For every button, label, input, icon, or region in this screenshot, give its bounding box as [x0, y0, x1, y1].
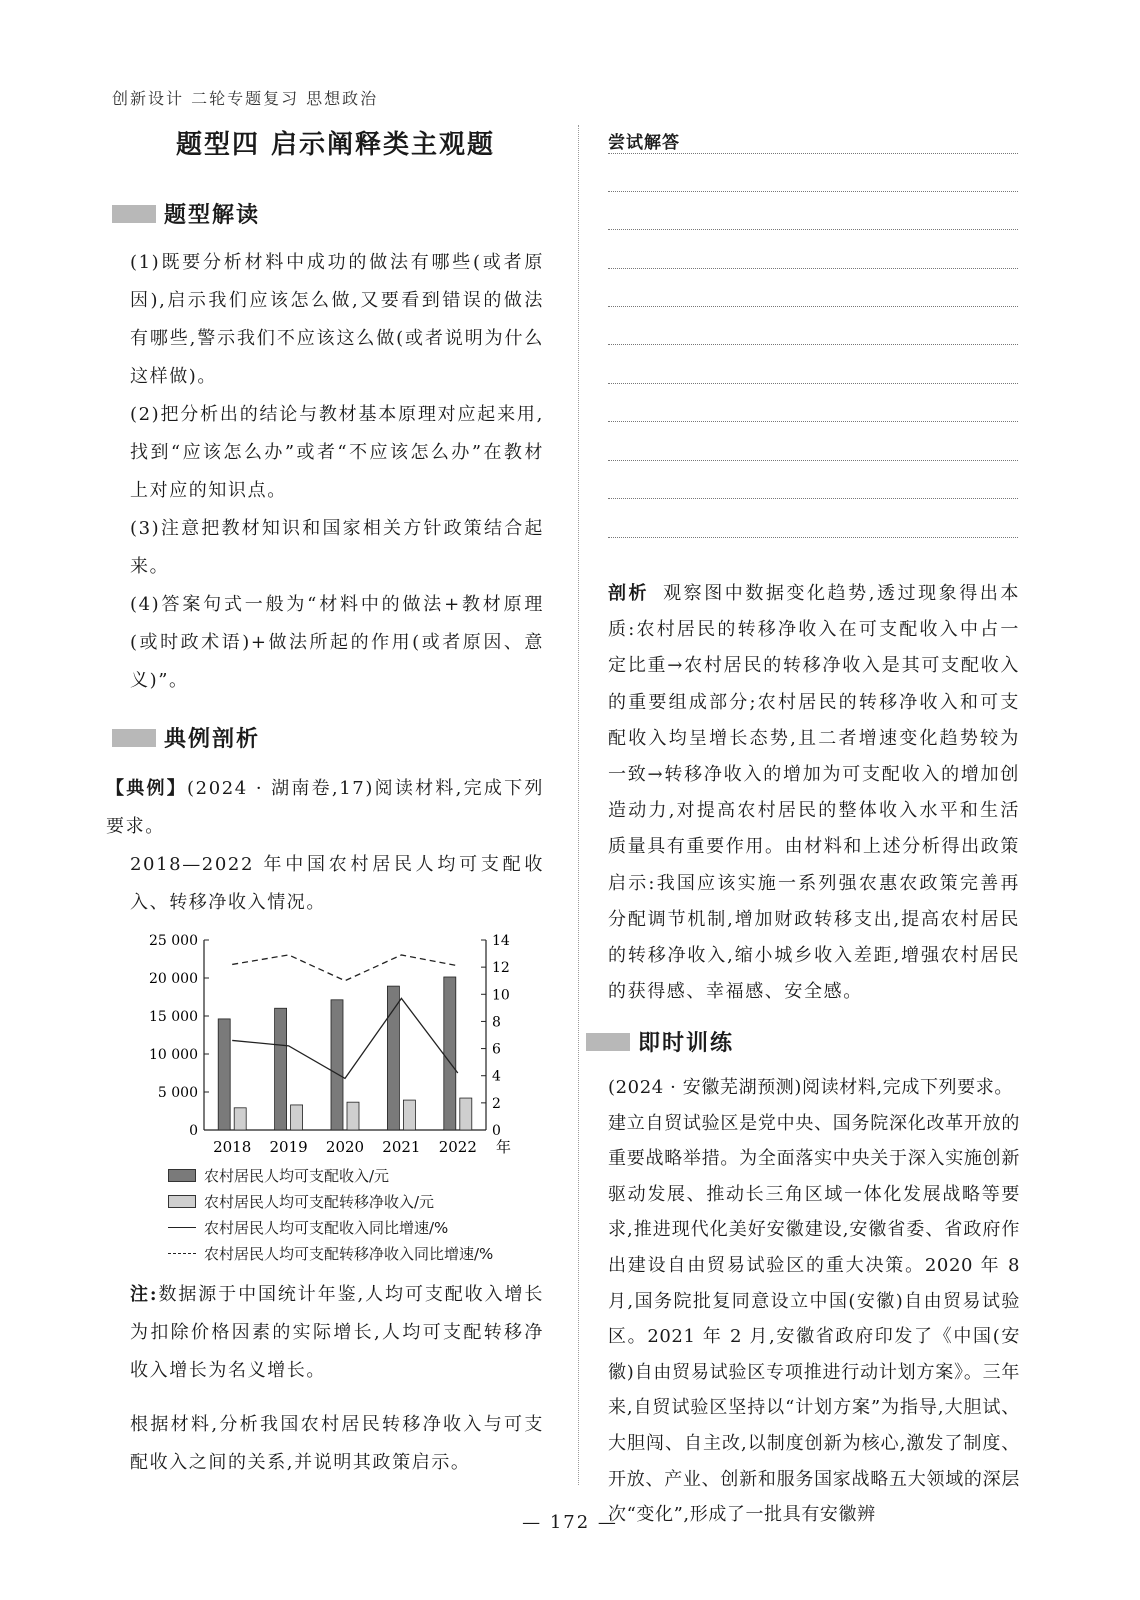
x-tick-label: 2018: [213, 1138, 252, 1156]
answer-line: [608, 460, 1018, 461]
legend-item: [168, 1240, 546, 1266]
answer-line: [608, 383, 1018, 384]
analysis-text: 观察图中数据变化趋势,透过现象得出本质:农村居民的转移净收入在可支配收入中占一定比重→农村居民的转移净收入是其可支配收入的重要组成部分;农村居民的转移净收入和可支配收入均呈增长态势,且二者增速变化趋势较为一致→转移净收入的增加为可支配收入的增加创造动力,对提高农村居民的整体收入水平和生活质量具有重要作用。由材料和上述分析得出政策启示:我国应该实施一系列强农惠农政策完善再分配调节机制,增加财政转移支出,提高农村居民的转移净收入,缩小城乡收入差距,增强农村居民的获得感、幸福感、安全感。: [608, 583, 1020, 1003]
answer-line: [608, 229, 1018, 230]
x-tick-label: 2019: [269, 1138, 308, 1156]
try-answer-label: 尝试解答: [608, 133, 680, 153]
training-body: 建立自贸试验区是党中央、国务院深化改革开放的重要战略举措。为全面落实中央关于深入实施创新驱动发展、推动长三角区域一体化发展战略等要求,推进现代化美好安徽建设,安徽省委、省政府作出建设自由贸易试验区的重大决策。2020 年 8 月,国务院批复同意设立中国(安徽)自由贸易试验区。2021 年 2 月,安徽省政府印发了《中国(安徽)自由贸易试验区专项推进行动计划方案》。三年来,自贸试验区坚持以“计划方案”为指导,大胆试、大胆闯、自主改,以制度创新为核心,激发了制度、开放、产业、创新和服务国家战略五大领域的深层次“变化”,形成了一批具有安徽辨: [608, 1112, 1020, 1526]
income-chart: [146, 926, 546, 1263]
right-tick-label: 10: [492, 987, 510, 1004]
example-source-text: (2024 · 湖南卷,17)阅读材料,完成下列要求。: [106, 778, 544, 837]
example-tag: 【典例】: [106, 778, 188, 799]
left-tick-label: 15 000: [149, 1009, 198, 1025]
answer-line: [608, 306, 1018, 307]
answer-line: [608, 498, 1018, 499]
section-title: 典例剖析: [164, 727, 261, 752]
left-tick-label: 5 000: [157, 1085, 198, 1101]
legend-line-solid: [168, 1227, 196, 1228]
legend-item: [168, 1188, 546, 1214]
bar-transfer-income: [234, 1108, 246, 1130]
chart-note: [130, 1276, 544, 1390]
interpret-item: (4)答案句式一般为“材料中的做法+教材原理(或时政术语)+做法所起的作用(或者原因、意义)”。: [130, 594, 544, 691]
answer-line: [608, 537, 1018, 538]
section-heading-training: [586, 1026, 734, 1057]
analysis-label: 剖析: [608, 583, 650, 604]
column-divider: [578, 125, 579, 1485]
training-block: [608, 1070, 1020, 1533]
legend-swatch-light: [168, 1195, 196, 1208]
x-tick-label: 2021: [382, 1138, 421, 1156]
answer-line: [608, 344, 1018, 345]
line-income-growth: [232, 998, 458, 1078]
legend-label: 农村居民人均可支配收入/元: [204, 1166, 390, 1185]
bar-disposable-income: [218, 1019, 230, 1130]
page-title: 题型四 启示阐释类主观题: [176, 130, 496, 160]
section-title: 即时训练: [638, 1031, 735, 1056]
legend-item: [168, 1162, 546, 1188]
chart-svg: [146, 926, 546, 1158]
section-heading-example: [112, 722, 260, 753]
legend-swatch-dark: [168, 1169, 196, 1182]
left-tick-label: 20 000: [149, 971, 198, 987]
right-tick-label: 6: [492, 1041, 501, 1058]
section-title: 题型解读: [164, 203, 261, 228]
right-tick-label: 2: [492, 1095, 501, 1112]
section-heading-interpret: [112, 198, 260, 229]
left-tick-label: 25 000: [149, 933, 198, 949]
x-unit-label: 年: [496, 1138, 512, 1156]
right-tick-label: 14: [492, 933, 510, 949]
example-question: 根据材料,分析我国农村居民转移净收入与可支配收入之间的关系,并说明其政策启示。: [130, 1414, 544, 1473]
running-header: 创新设计 二轮专题复习 思想政治: [112, 89, 379, 108]
bar-transfer-income: [347, 1102, 359, 1130]
interpret-item: (3)注意把教材知识和国家相关方针政策结合起来。: [130, 518, 544, 577]
interpret-list: [130, 244, 544, 700]
heading-bar: [112, 729, 156, 747]
legend-line-dashed: [168, 1253, 196, 1254]
training-source: (2024 · 安徽芜湖预测)阅读材料,完成下列要求。: [608, 1077, 1013, 1098]
note-text: 数据源于中国统计年鉴,人均可支配收入增长为扣除价格因素的实际增长,人均可支配转移净收入增长为名义增长。: [130, 1284, 544, 1381]
legend-label: 农村居民人均可支配转移净收入同比增速/%: [204, 1244, 494, 1263]
right-tick-label: 8: [492, 1014, 501, 1031]
legend-item: [168, 1214, 546, 1240]
bar-disposable-income: [275, 1008, 287, 1130]
left-tick-label: 10 000: [149, 1047, 198, 1063]
chart-legend: [168, 1162, 546, 1266]
legend-label: 农村居民人均可支配转移净收入/元: [204, 1192, 435, 1211]
right-tick-label: 4: [492, 1068, 501, 1085]
x-tick-label: 2022: [438, 1138, 477, 1156]
right-tick-label: 0: [492, 1123, 501, 1139]
page-number: — 172 —: [522, 1512, 618, 1533]
answer-line: [608, 153, 1018, 154]
answer-line: [608, 268, 1018, 269]
right-tick-label: 12: [492, 960, 510, 977]
interpret-item: (1)既要分析材料中成功的做法有哪些(或者原因),启示我们应该怎么做,又要看到错误的做法有哪些,警示我们不应该这么做(或者说明为什么这样做)。: [130, 252, 544, 387]
note-label: 注:: [130, 1284, 159, 1305]
heading-bar: [586, 1033, 630, 1051]
x-tick-label: 2020: [325, 1138, 365, 1156]
answer-line: [608, 421, 1018, 422]
bar-transfer-income: [291, 1105, 303, 1130]
example-source: [106, 770, 544, 846]
answer-line: [608, 191, 1018, 192]
interpret-item: (2)把分析出的结论与教材基本原理对应起来用,找到“应该怎么办”或者“不应该怎么办”在教材上对应的知识点。: [130, 404, 544, 501]
heading-bar: [112, 205, 156, 223]
bar-transfer-income: [403, 1100, 415, 1130]
left-tick-label: 0: [189, 1123, 198, 1139]
chart-caption: 2018—2022 年中国农村居民人均可支配收入、转移净收入情况。: [130, 854, 544, 913]
bar-disposable-income: [444, 977, 456, 1130]
legend-label: 农村居民人均可支配收入同比增速/%: [204, 1218, 449, 1237]
line-transfer-growth: [232, 955, 458, 981]
bar-disposable-income: [387, 986, 399, 1130]
bar-disposable-income: [331, 1000, 343, 1130]
analysis-block: [608, 576, 1020, 1010]
bar-transfer-income: [460, 1098, 472, 1130]
